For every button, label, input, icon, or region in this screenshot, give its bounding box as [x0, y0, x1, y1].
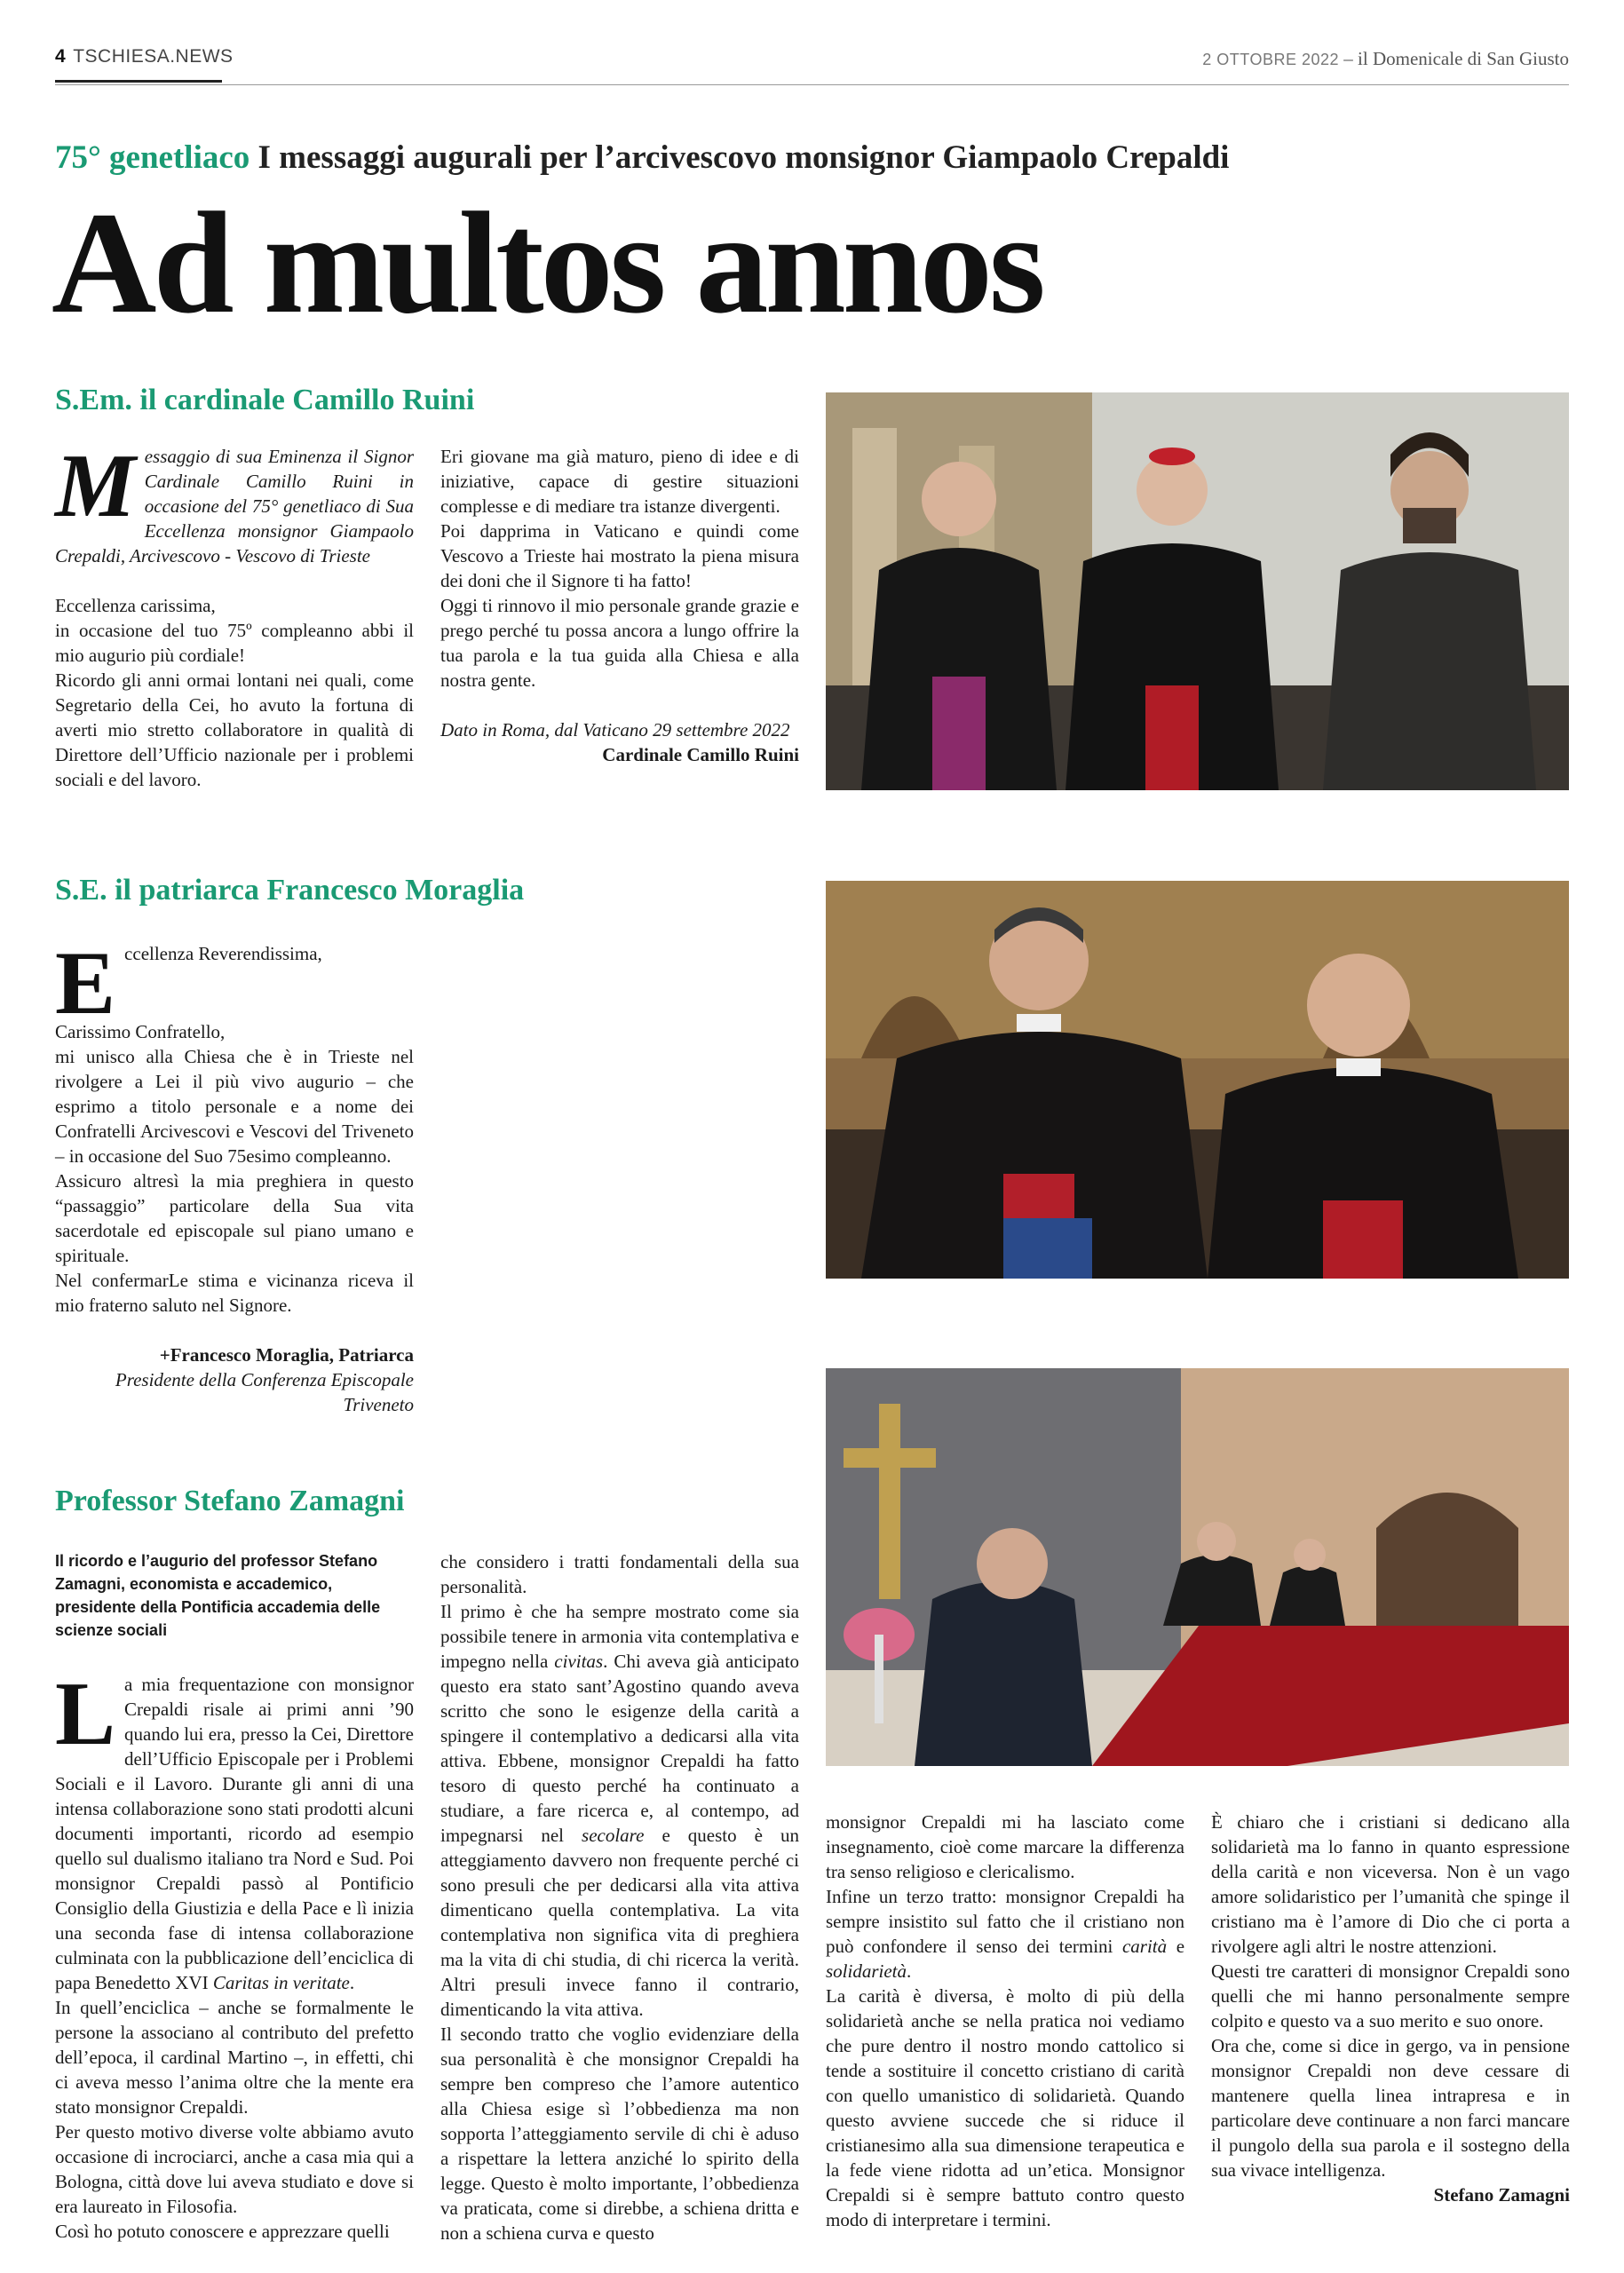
section-title-ruini: S.Em. il cardinale Camillo Ruini: [55, 384, 475, 416]
zamagni-c4b: Questi tre caratteri di monsignor Crepaldi sono quelli che mi hanno personalmente sempre colpito e questo va a suo merito e suo onore.: [1211, 1960, 1570, 2031]
kicker-subtitle: I messaggi augurali per l’arcivescovo monsignor Giampaolo Crepaldi: [257, 139, 1230, 176]
zamagni-column-4: [1211, 1810, 1570, 2207]
zamagni-column-2: [440, 1549, 799, 2245]
issue-date: 2 OTTOBRE 2022: [1202, 51, 1340, 68]
zamagni-c1d: Così ho potuto conoscere e apprezzare quelli: [55, 2221, 390, 2242]
page-number: 4: [55, 46, 67, 67]
ruini-signature: Cardinale Camillo Ruini: [602, 744, 799, 765]
ruini-column-1: [55, 436, 414, 792]
ruini-column-2: [440, 444, 799, 767]
zamagni-c2b: Il primo è che ha sempre mostrato come sia possibile tenere in armonia vita contemplativa e impegno nella: [440, 1601, 799, 1672]
ruini-p4: Eri giovane ma già maturo, pieno di idee e di iniziative, capace di gestire situazioni complesse e di mediare tra istanze divergenti.: [440, 446, 799, 517]
zamagni-c1: a mia frequentazione con monsignor Crepaldi risale ai primi anni ’90 quando lui era, presso la Cei, Direttore dell’Ufficio Episcopale per i Problemi Sociali e il Lavoro. Durante gli anni di una intensa collaborazione sono stati prodotti alcuni documenti importanti, ricordo ad esempio quello sul dualismo italiano tra Nord e Sud. Poi monsignor Crepaldi passò al Pontificio Consiglio della Giustizia e della Pace e lì inizia una seconda fase di intensa collaborazione culminata con la pubblicazione dell’enciclica di papa Benedetto XVI: [55, 1674, 414, 1993]
moraglia-p2: mi unisco alla Chiesa che è in Trieste nel rivolgere a Lei il più vivo augurio – che esprimo a titolo personale e a nome dei Confratelli Arcivescovi e Vescovi del Triveneto – in occasione del Suo 75esimo compleanno.: [55, 1046, 414, 1167]
moraglia-signature: +Francesco Moraglia, Patriarca: [159, 1344, 414, 1366]
zamagni-c2b-italic-2: secolare: [582, 1825, 645, 1846]
zamagni-column-1: [55, 1549, 414, 2244]
zamagni-c3b-italic-2: solidarietà: [826, 1960, 907, 1982]
ruini-p3: Ricordo gli anni ormai lontani nei quali, come Segretario della Cei, ho avuto la fortuna di averti mio stretto collaboratore in qualità di Direttore dell’Ufficio nazionale per i problemi sociali e del lavoro.: [55, 669, 414, 790]
section-title-zamagni: Professor Stefano Zamagni: [55, 1485, 405, 1517]
header-separator: –: [1339, 48, 1359, 69]
zamagni-signature: Stefano Zamagni: [1433, 2184, 1570, 2206]
moraglia-role: Presidente della Conferenza Episcopale Triveneto: [115, 1369, 414, 1415]
kicker-topic: 75° genetliaco: [55, 139, 250, 176]
zamagni-c1b: In quell’enciclica – anche se formalmente le persone la associano al contributo del prefetto dell’epoca, il cardinal Martino –, in effetti, chi ci aveva messo l’anima oltre che la mente era stato monsignor Crepaldi.: [55, 1997, 414, 2118]
photo-moraglia-crepaldi: [826, 881, 1569, 1279]
header-rule: [55, 84, 1569, 85]
zamagni-c3c: La carità è diversa, è molto di più della solidarietà anche se nella pratica noi vediamo che pure dentro il nostro mondo cattolico si tende a sostituire il concetto cristiano di carità con quello umanistico di solidarietà. Quando questo avviene succede che si riduce il cristianesimo alla sua dimensione terapeutica e la fede viene ridotta ad un’etica. Monsignor Crepaldi si è sempre battuto contro questo modo di interpretare i termini.: [826, 1985, 1184, 2230]
ruini-p2: in occasione del tuo 75º compleanno abbi il mio augurio più cordiale!: [55, 620, 414, 666]
article-headline: Ad multos annos: [51, 183, 1042, 344]
dropcap-m: M: [55, 436, 136, 536]
moraglia-p3: Assicuro altresì la mia preghiera in questo “passaggio” particolare della Sua vita sacerdotale ed episcopale sul piano umano e spirituale.: [55, 1170, 414, 1266]
article-kicker: [55, 139, 1229, 177]
photo-zamagni-conference: [826, 1368, 1569, 1766]
ruini-p6: Oggi ti rinnovo il mio personale grande grazie e prego perché tu possa ancora a lungo offrire la tua parola e la tua guida alla Chiesa e alla nostra gente.: [440, 595, 799, 691]
zamagni-c1-italic: Caritas in veritate: [212, 1972, 350, 1993]
publication-name: il Domenicale di San Giusto: [1358, 48, 1569, 69]
ruini-intro: essaggio di sua Eminenza il Signor Cardinale Camillo Ruini in occasione del 75° genetliaco di Sua Eccellenza monsignor Giampaolo Crepaldi, Arcivescovo - Vescovo di Trieste: [55, 446, 414, 566]
zamagni-c2c: Il secondo tratto che voglio evidenziare della sua personalità è che monsignor Crepaldi ha sempre ben compreso che l’amore autentico alla Chiesa esige sì l’obbedienza ma non sopporta l’atteggiamento servile di chi è aduso a rispettare la lettera anziché lo spirito della legge. Questo è molto importante, l’obbedienza va praticata, come si direbbe, a schiena dritta e non a schiena curva e questo: [440, 2024, 799, 2244]
zamagni-c2b-end-2: e questo è un atteggiamento davvero non frequente perché ci sono presuli che per dedicarsi alla vita attiva dimenticano quella contemplativa. La vita contemplativa non significa vita di preghiera ma la vita di chi studia, di chi ricerca la verità. Altri presuli invece fanno il contrario, dimenticando la vita attiva.: [440, 1825, 799, 2020]
dropcap-l: L: [55, 1664, 116, 1764]
site-name: TSCHIESA.NEWS: [73, 46, 234, 67]
page-header-left: [55, 46, 234, 67]
zamagni-c3b: Infine un terzo tratto: monsignor Crepaldi ha sempre insistito sul fatto che il cristiano non può confondere il senso dei termini: [826, 1886, 1184, 1957]
moraglia-first: ccellenza Reverendissima,: [124, 943, 322, 964]
ruini-p1: Eccellenza carissima,: [55, 595, 216, 616]
zamagni-c2b-italic: civitas: [554, 1651, 604, 1672]
zamagni-c3b-mid: e: [1176, 1936, 1185, 1957]
moraglia-p4: Nel confermarLe stima e vicinanza riceva il mio fraterno saluto nel Signore.: [55, 1270, 414, 1316]
page-header-right: [1202, 48, 1569, 70]
zamagni-lead: Il ricordo e l’augurio del professor Stefano Zamagni, economista e accademico, presidente della Pontificia accademia delle scienze sociali: [55, 1552, 381, 1639]
ruini-p5: Poi dapprima in Vaticano e quindi come Vescovo a Trieste hai mostrato la piena misura dei doni che il Signore ti ha fatto!: [440, 520, 799, 591]
zamagni-c3b-end: .: [907, 1960, 912, 1982]
zamagni-c2a: che considero i tratti fondamentali della sua personalità.: [440, 1551, 799, 1597]
photo-ruini-group: [826, 392, 1569, 790]
zamagni-c3a: monsignor Crepaldi mi ha lasciato come insegnamento, cioè come marcare la differenza tra senso religioso e clericalismo.: [826, 1811, 1184, 1882]
zamagni-c4c: Ora che, come si dice in gergo, va in pensione monsignor Crepaldi non deve cessare di mantenere quella linea intrapresa e in particolare deve continuare a non farci mancare il pungolo della sua parola e il sostegno della sua vivace intelligenza.: [1211, 2035, 1570, 2181]
section-title-moraglia: S.E. il patriarca Francesco Moraglia: [55, 874, 525, 907]
header-underline: [55, 80, 222, 83]
zamagni-c1-end: .: [349, 1972, 355, 1993]
zamagni-c4a: È chiaro che i cristiani si dedicano alla solidarietà ma lo fanno in quanto espressione della carità e non viceversa. Non è un vago amore solidaristico per l’umanità che spinge il cristiano ma è l’amore di Dio che ci porta a rivolgere agli altri le nostre attenzioni.: [1211, 1811, 1570, 1957]
zamagni-c3b-italic: carità: [1121, 1936, 1168, 1957]
moraglia-column: [55, 933, 414, 1417]
zamagni-column-3: [826, 1810, 1184, 2232]
ruini-dateline: Dato in Roma, dal Vaticano 29 settembre 2022: [440, 719, 790, 741]
zamagni-c1c: Per questo motivo diverse volte abbiamo avuto occasione di incrociarci, anche a casa mia qui a Bologna, città dove lui aveva studiato e dove si era laureato in Filosofia.: [55, 2121, 414, 2217]
moraglia-p1: Carissimo Confratello,: [55, 1021, 226, 1042]
dropcap-e: E: [55, 933, 116, 1034]
zamagni-c2b-end: . Chi aveva già anticipato questo era stato sant’Agostino quando aveva scritto che sono le esigenze della carità a spingere il contemplativo a dedicarsi alla vita attiva. Ebbene, monsignor Crepaldi ha fatto tesoro di questo perché ha continuato a studiare, a fare ricerca e, al contempo, ad impegnarsi nel: [440, 1651, 799, 1846]
